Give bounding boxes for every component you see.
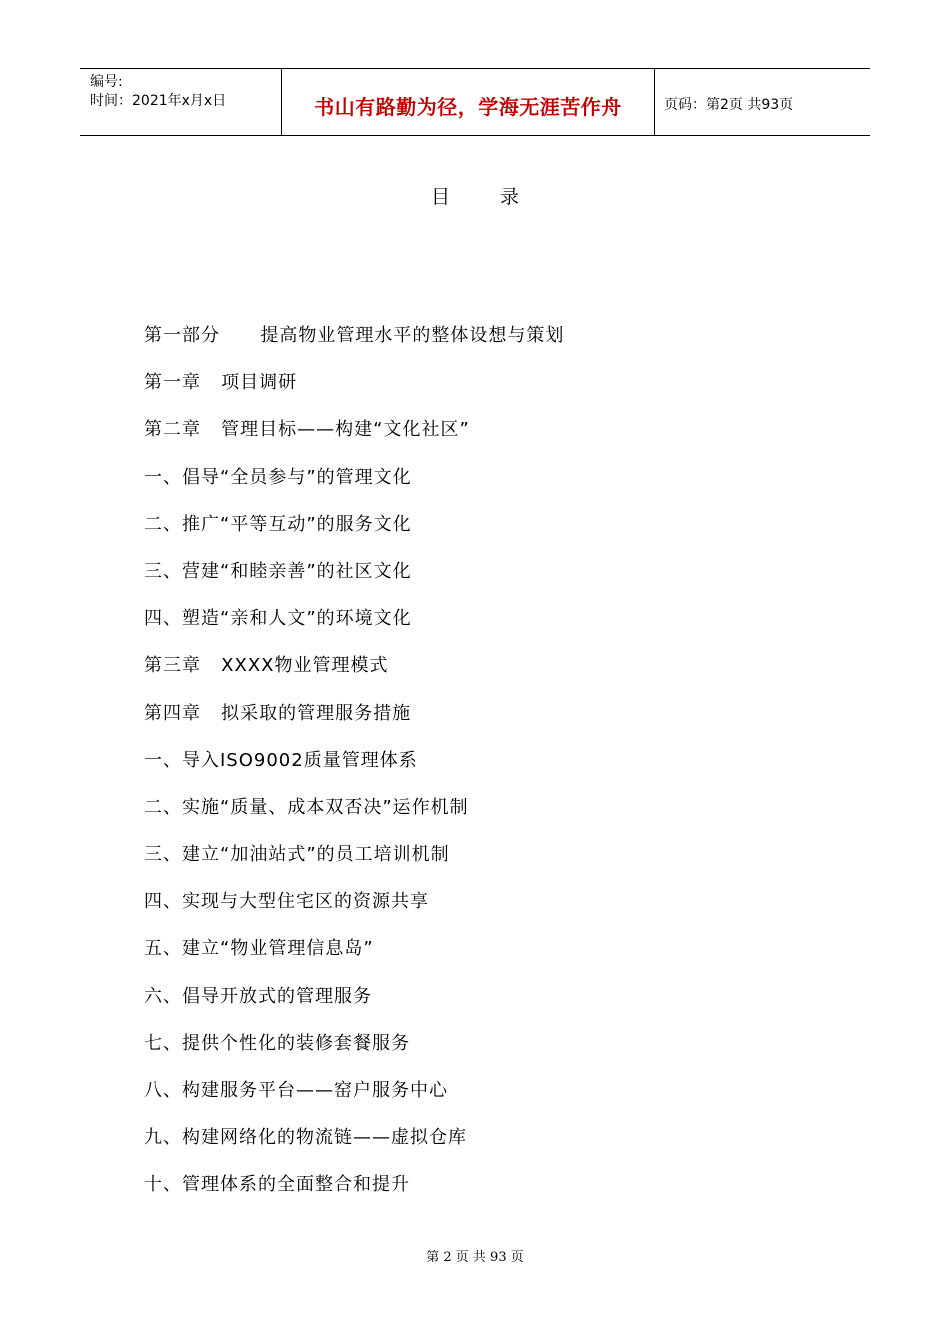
document-time: 时间：2021年x月x日 xyxy=(90,93,227,109)
toc-item: 四、塑造“亲和人文”的环境文化 xyxy=(144,608,412,630)
toc-item: 第三章 XXXX物业管理模式 xyxy=(144,655,389,677)
page-header xyxy=(80,68,870,136)
header-meta xyxy=(90,73,226,111)
toc-item: 七、提供个性化的装修套餐服务 xyxy=(144,1032,410,1054)
toc-item: 第一部分 提高物业管理水平的整体设想与策划 xyxy=(144,325,565,346)
toc-title-left: 目 xyxy=(430,186,450,208)
toc-item: 八、构建服务平台——窑户服务中心 xyxy=(144,1080,448,1101)
toc-item: 第二章 管理目标——构建“文化社区” xyxy=(144,419,470,441)
toc-item: 第四章 拟采取的管理服务措施 xyxy=(144,702,412,724)
toc-item: 二、推广“平等互动”的服务文化 xyxy=(144,513,412,535)
toc-item: 一、倡导“全员参与”的管理文化 xyxy=(144,466,412,488)
document-number-label: 编号: xyxy=(90,74,123,90)
toc-item: 五、建立“物业管理信息岛” xyxy=(144,938,374,960)
table-of-contents xyxy=(144,322,564,1219)
toc-item: 一、导入ISO9002质量管理体系 xyxy=(144,749,418,771)
toc-item: 三、建立“加油站式”的员工培训机制 xyxy=(144,844,450,866)
toc-item: 十、管理体系的全面整合和提升 xyxy=(144,1174,410,1196)
toc-item: 二、实施“质量、成本双否决”运作机制 xyxy=(144,796,469,818)
toc-item: 九、构建网络化的物流链——虚拟仓库 xyxy=(144,1127,467,1149)
page-footer: 第 2 页 共 93 页 xyxy=(426,1250,524,1265)
header-divider xyxy=(654,69,655,135)
toc-item: 六、倡导开放式的管理服务 xyxy=(144,985,372,1007)
toc-title xyxy=(0,182,950,209)
toc-item: 第一章 项目调研 xyxy=(144,372,298,394)
toc-item: 三、营建“和睦亲善”的社区文化 xyxy=(144,560,412,582)
header-motto: 书山有路勤为径，学海无涯苦作舟 xyxy=(314,95,622,119)
header-page-info: 页码：第2页 共93页 xyxy=(664,97,794,113)
toc-item: 四、实现与大型住宅区的资源共享 xyxy=(144,891,429,913)
toc-title-right: 录 xyxy=(500,186,520,208)
